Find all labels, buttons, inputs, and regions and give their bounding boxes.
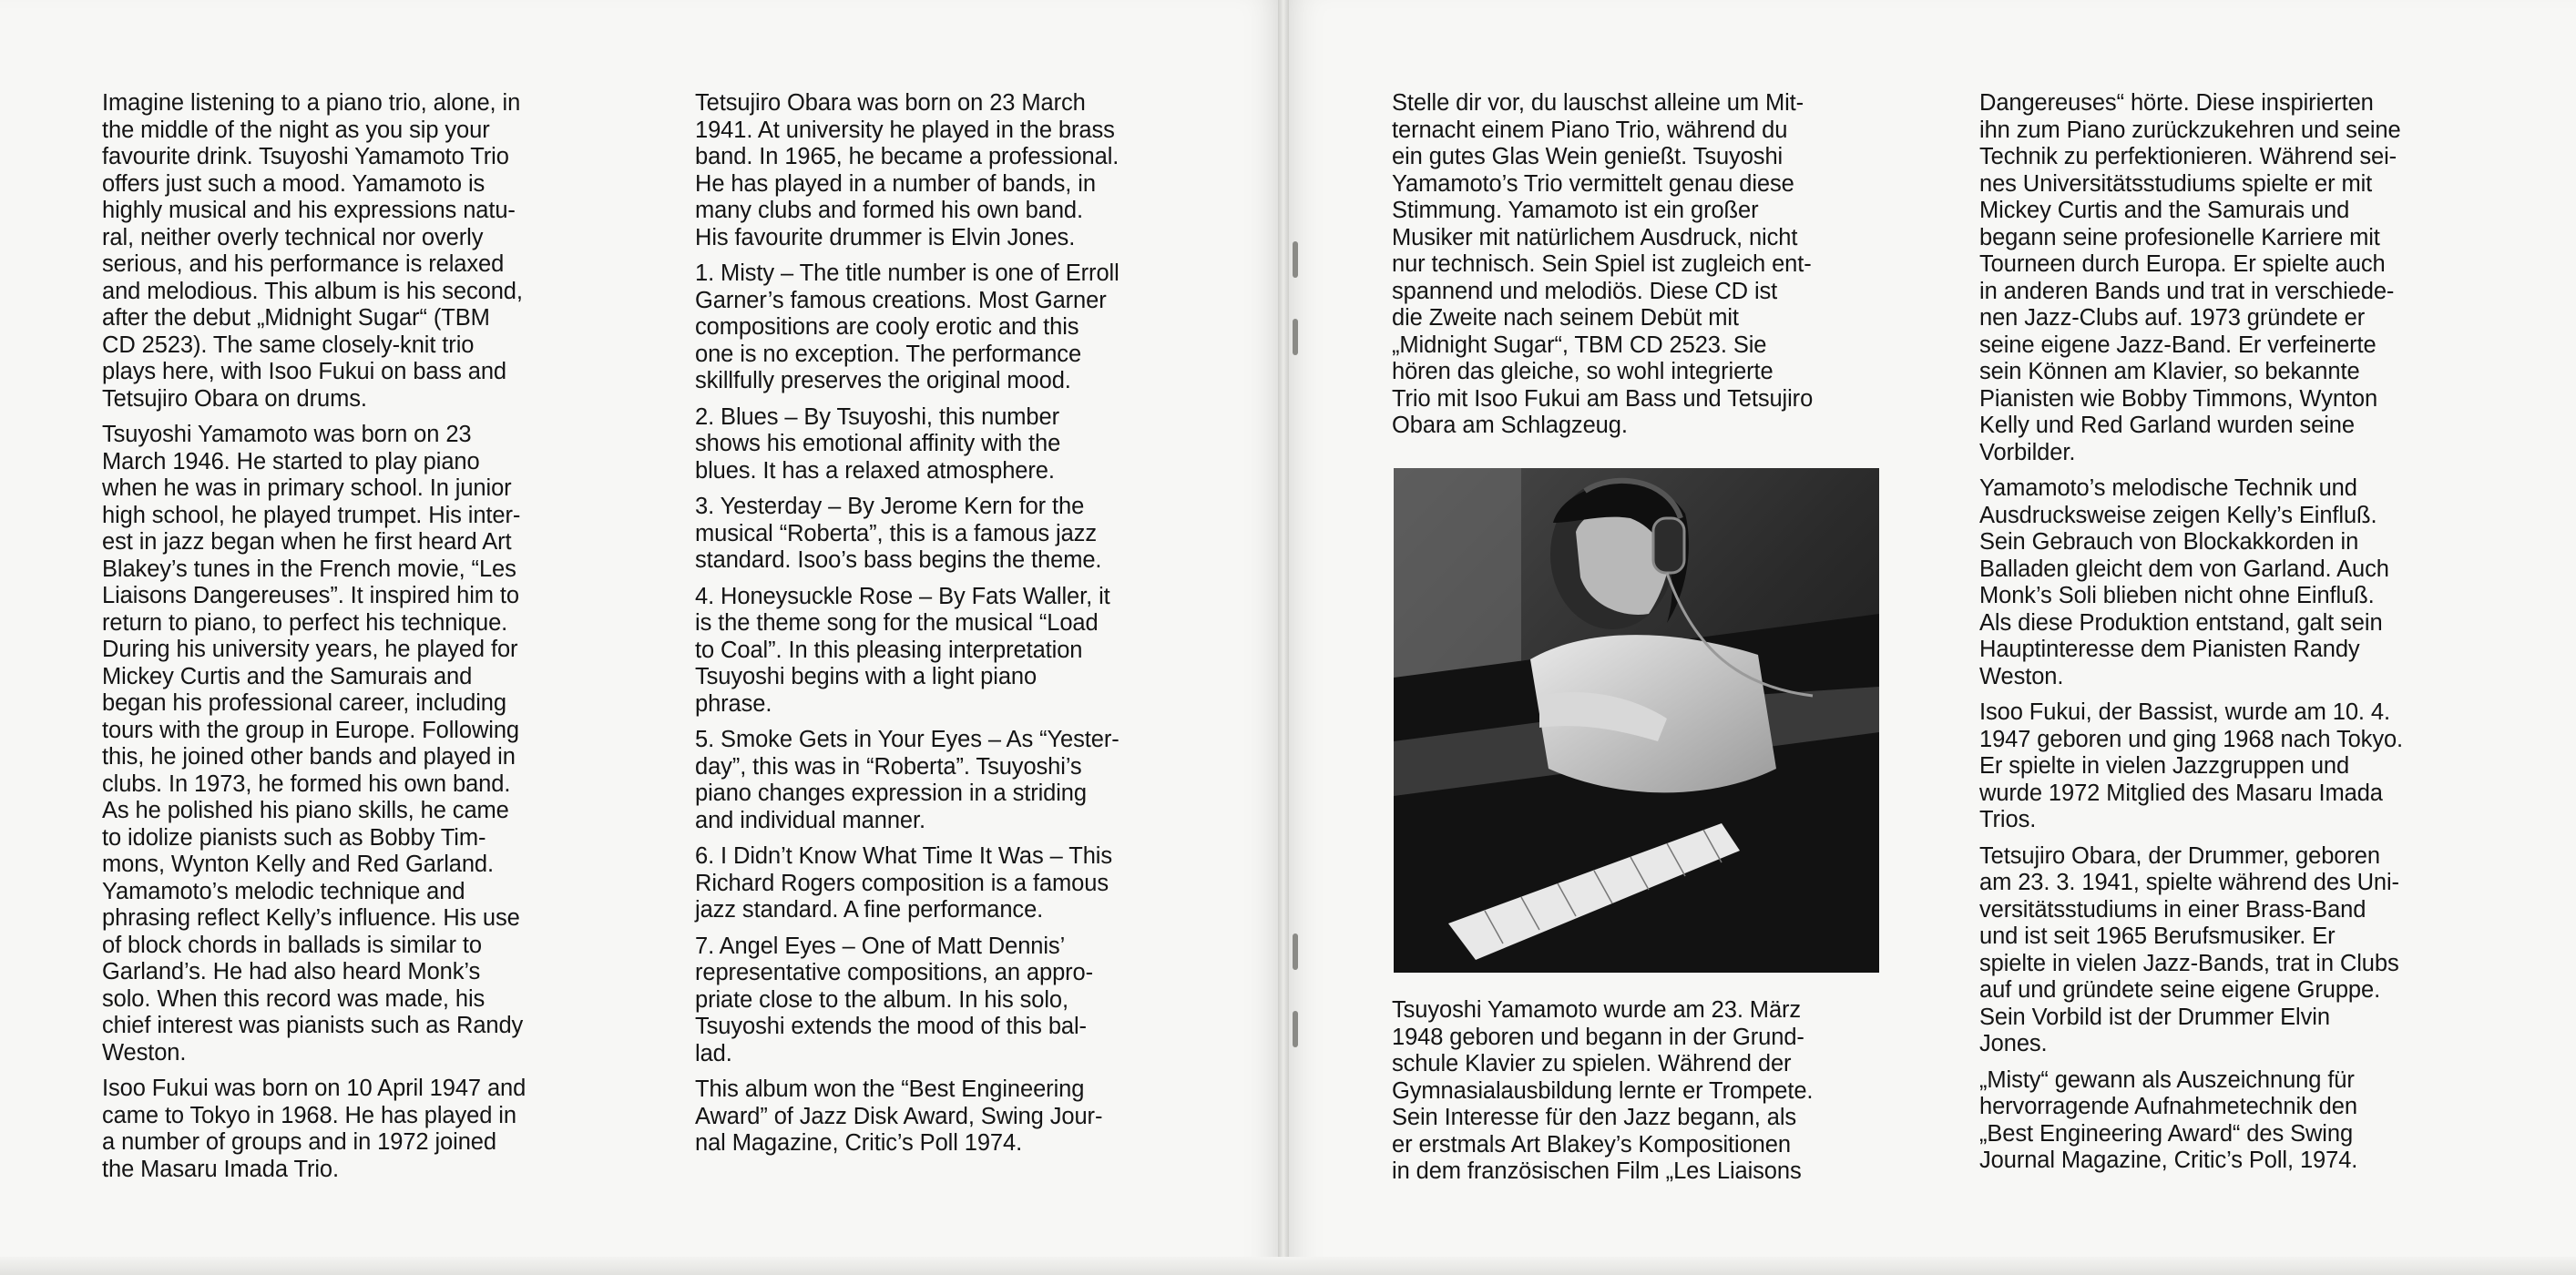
paragraph-intro-de: Stelle dir vor, du lauschst alleine um Mit- ternacht einem Piano Trio, während du ein gutes Glas Wein genießt. Tsuyoshi Yamamoto’s Trio vermittelt genau diese Stimmung. Yamamoto ist ein großer Musiker mit natürlichem Ausdruck, nicht nur technisch. Sein Spiel ist zugleich ent- spannend und melodiös. Diese CD ist die Zweite nach seinem Debüt mit „Midnight Sugar“, TBM CD 2523. Sie hören das gleiche, so wohl integrierte Trio mit Isoo Fukui am Bass und Tetsujiro Obara am Schlagzeug. — [1392, 90, 1814, 438]
staple — [1293, 241, 1298, 278]
track-note-5: 5. Smoke Gets in Your Eyes – As “Yester- day”, this was in “Roberta”. Tsuyoshi’s piano changes expression in a striding and individual manner. — [695, 727, 1119, 833]
english-column-1 — [102, 90, 594, 1192]
pianist-photo — [1394, 468, 1879, 973]
paragraph-yamamoto-bio-de: Tsuyoshi Yamamoto wurde am 23. März 1948 geboren und begann in der Grund- schule Klavier zu spielen. Während der Gymnasialausbildung lernte er Trompete. Sein Interesse für den Jazz begann, als er erstmals Art Blakey’s Kompositionen in dem französischen Film „Les Liaisons — [1392, 997, 1814, 1184]
track-note-1: 1. Misty – The title number is one of Erroll Garner’s famous creations. Most Garner compositions are cooly erotic and this one is no exception. The performance skillfully preserves the original mood. — [695, 260, 1119, 393]
paragraph-fukui-bio: Isoo Fukui was born on 10 April 1947 and came to Tokyo in 1968. He has played in a number of groups and in 1972 joined the Masaru Imada Trio. — [102, 1076, 526, 1182]
paragraph-technique-de: Yamamoto’s melodische Technik und Ausdrucksweise zeigen Kelly’s Einfluß. Sein Gebrauch von Blockakkorden in Balladen gleicht dem von Garland. Auch Monk’s Soli blieben nicht ohne Einfluß. Als diese Produktion entstand, galt sein Hauptinteresse dem Pianisten Randy Weston. — [1979, 475, 2389, 689]
paragraph-yamamoto-bio: Tsuyoshi Yamamoto was born on 23 March 1946. He started to play piano when he was in primary school. In junior high school, he played trumpet. His inter- est in jazz began when he first heard Art Blakey’s tunes in the French movie, “Les Liaisons Dangereuses”. It inspired him to return to piano, to perfect his technique. During his university years, he played for Mickey Curtis and the Samurais and began his professional career, including tours with the group in Europe. Following this, he joined other bands and played in clubs. In 1973, he formed his own band. As he polished his piano skills, he came to idolize pianists such as Bobby Tim- mons, Wynton Kelly and Red Garland. Yamamoto’s melodic technique and phrasing reflect Kelly’s influence. His use of block chords in ballads is similar to Garland’s. He had also heard Monk’s solo. When this record was made, his chief interest was pianists such as Randy Weston. — [102, 422, 524, 1066]
page-bottom-edge — [0, 1257, 2576, 1275]
pianist-photo-image — [1394, 468, 1879, 973]
track-note-3: 3. Yesterday – By Jerome Kern for the musical “Roberta”, this is a famous jazz standard. Isoo’s bass begins the theme. — [695, 494, 1102, 573]
paragraph-intro: Imagine listening to a piano trio, alone, in the middle of the night as you sip your favourite drink. Tsuyoshi Yamamoto Trio offers just such a mood. Yamamoto is highly musical and his expressions natu- ral, neither overly technical nor overly serious, and his performance is relaxed and melodious. This album is his second, after the debut „Midnight Sugar“ (TBM CD 2523). The same closely-knit trio plays here, with Isoo Fukui on bass and Tetsujiro Obara on drums. — [102, 90, 523, 412]
paragraph-award-de: „Misty“ gewann als Auszeichnung für hervorragende Aufnahmetechnik den „Best Engineering Award“ des Swing Journal Magazine, Critic’s Poll, 1974. — [1979, 1066, 2358, 1173]
track-note-4: 4. Honeysuckle Rose – By Fats Waller, it is the theme song for the musical “Load to Coal”. In this pleasing interpretation Tsuyoshi begins with a light piano phrase. — [695, 583, 1110, 717]
paragraph-obara-bio-de: Tetsujiro Obara, der Drummer, geboren am 23. 3. 1941, spielte während des Uni- versitätsstudiums in einer Brass-Band und ist seit 1965 Berufsmusiker. Er spielte in vielen Jazz-Bands, trat in Clubs auf und gründete seine eigene Gruppe. Sein Vorbild ist der Drummer Elvin Jones. — [1979, 842, 2399, 1056]
track-note-6: 6. I Didn’t Know What Time It Was – This Richard Rogers composition is a famous jazz standard. A fine performance. — [695, 843, 1112, 923]
german-column-1-continued — [1392, 997, 1879, 1195]
german-column-2 — [1979, 90, 2471, 1184]
paragraph-fukui-bio-de: Isoo Fukui, der Bassist, wurde am 10. 4. 1947 geboren und ging 1968 nach Tokyo. Er spielte in vielen Jazzgruppen und wurde 1972 Mitglied des Masaru Imada Trios. — [1979, 699, 2404, 832]
track-note-2: 2. Blues – By Tsuyoshi, this number shows his emotional affinity with the blues. It has a relaxed atmosphere. — [695, 403, 1061, 484]
staple — [1293, 319, 1298, 355]
booklet-spine — [1278, 0, 1289, 1275]
paragraph-award: This album won the “Best Engineering Award” of Jazz Disk Award, Swing Jour- nal Magazine, Critic’s Poll 1974. — [695, 1076, 1103, 1156]
english-column-2 — [695, 90, 1187, 1167]
paragraph-yamamoto-bio-de-cont: Dangereuses“ hörte. Diese inspirierten ihn zum Piano zurückzukehren und seine Technik zu perfektionieren. Während sei- nes Universitätsstudiums spielte er mit Mickey Curtis and the Samurais und begann seine profesionelle Karriere mit Tourneen durch Europa. Er spielte auch in anderen Bands und trat in verschiede- nen Jazz-Clubs auf. 1973 gründete er seine eigene Jazz-Band. Er verfeinerte sein Können am Klavier, so bekannte Pianisten wie Bobby Timmons, Wynton Kelly und Red Garland wurden seine Vorbilder. — [1979, 90, 2401, 465]
staple — [1293, 1011, 1298, 1047]
paragraph-obara-bio: Tetsujiro Obara was born on 23 March 1941. At university he played in the brass band. In 1965, he became a professional. He has played in a number of bands, in many clubs and formed his own band. His favourite drummer is Elvin Jones. — [695, 90, 1119, 250]
track-note-7: 7. Angel Eyes – One of Matt Dennis’ representative compositions, an appro- priate close to the album. In his solo, Tsuyoshi extends the mood of this bal- lad. — [695, 933, 1094, 1066]
staple — [1293, 933, 1298, 970]
german-column-1 — [1392, 90, 1879, 449]
booklet-page-left — [0, 0, 1280, 1275]
